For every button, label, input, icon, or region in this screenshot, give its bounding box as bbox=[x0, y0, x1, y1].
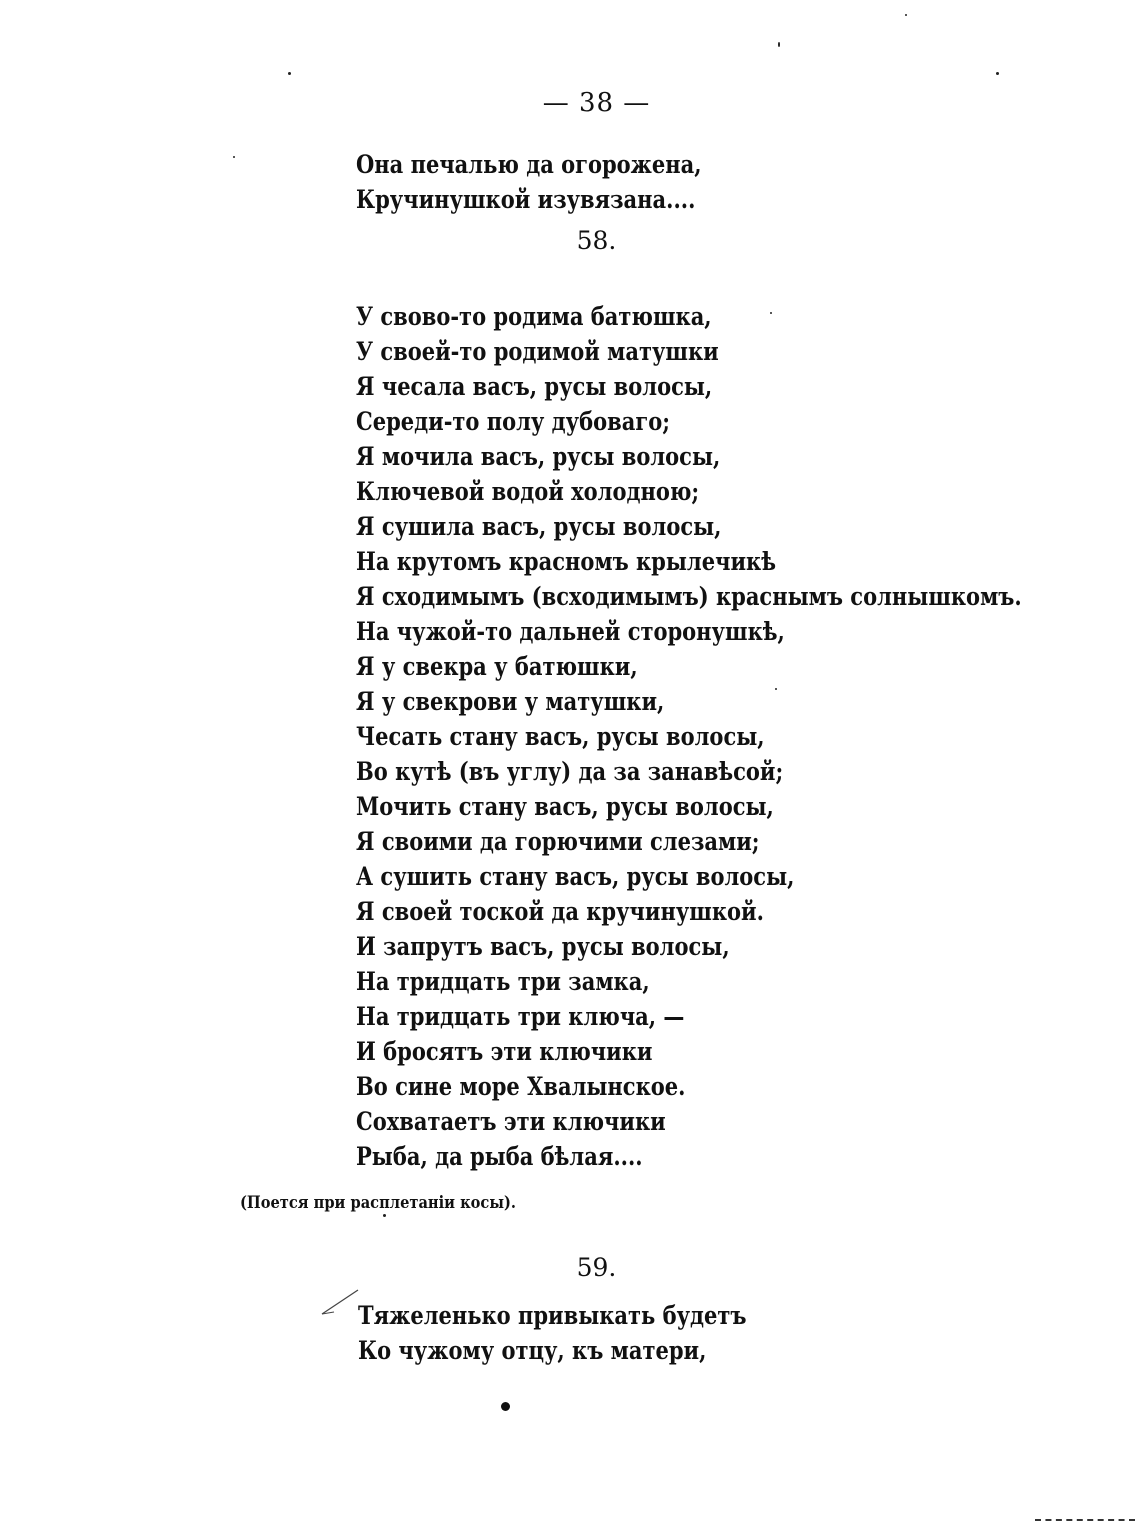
verse-line: Я мочила васъ, русы волосы, bbox=[356, 442, 721, 471]
song-58-stanza bbox=[356, 299, 1140, 1174]
verse-line: А сушить стану васъ, русы волосы, bbox=[356, 862, 795, 891]
verse-line: Я у свекра у батюшки, bbox=[356, 652, 638, 681]
verse-line: Мочить стану васъ, русы волосы, bbox=[356, 792, 774, 821]
verse-line: Рыба, да рыба бѣлая.... bbox=[356, 1142, 643, 1171]
verse-line: И бросятъ эти ключики bbox=[356, 1037, 653, 1066]
verse-line: Ко чужому отцу, къ матери, bbox=[358, 1336, 707, 1365]
song-number: 58. bbox=[576, 226, 617, 255]
ink-speck bbox=[383, 1214, 386, 1217]
verse-line: На крутомъ красномъ крылечикѣ bbox=[356, 547, 776, 576]
song-number: 59. bbox=[576, 1253, 617, 1282]
verse-line: Я сушила васъ, русы волосы, bbox=[356, 512, 722, 541]
ink-speck bbox=[288, 72, 291, 75]
ink-speck bbox=[905, 14, 907, 16]
verse-line: Тяжеленько привыкать будетъ bbox=[358, 1301, 747, 1330]
verse-line: Я сходимымъ (всходимымъ) краснымъ солнышкомъ. bbox=[356, 582, 1022, 611]
page-number: — 38 — bbox=[542, 88, 651, 118]
verse-line: Кручинушкой изувязана.... bbox=[356, 185, 696, 214]
verse-line: Я своими да горючими слезами; bbox=[356, 827, 760, 856]
ink-speck bbox=[996, 72, 999, 75]
verse-line: На чужой-то дальней сторонушкѣ, bbox=[356, 617, 785, 646]
verse-line: Ключевой водой холодною; bbox=[356, 477, 700, 506]
ink-speck bbox=[770, 312, 772, 314]
verse-line: Она печалью да огорожена, bbox=[356, 150, 702, 179]
verse-line: Я своей тоской да кручинушкой. bbox=[356, 897, 764, 926]
ink-speck bbox=[775, 688, 777, 690]
verse-line: На тридцать три замка, bbox=[356, 967, 650, 996]
verse-line: У свово-то родима батюшка, bbox=[356, 302, 712, 331]
verse-line: И запрутъ васъ, русы волосы, bbox=[356, 932, 730, 961]
verse-line: Во кутѣ (въ углу) да за занавѣсой; bbox=[356, 757, 784, 786]
song-59-stanza bbox=[358, 1298, 821, 1368]
verse-line: Чесать стану васъ, русы волосы, bbox=[356, 722, 765, 751]
scan-edge-mark bbox=[1035, 1519, 1135, 1523]
verse-line: Во сине море Хвалынское. bbox=[356, 1072, 686, 1101]
fragment-stanza bbox=[356, 147, 767, 217]
pencil-stroke-mark bbox=[320, 1288, 360, 1318]
ink-speck bbox=[778, 42, 780, 47]
verse-line: На тридцать три ключа, — bbox=[356, 1002, 685, 1031]
verse-line: Сохватаетъ эти ключики bbox=[356, 1107, 666, 1136]
verse-line: Я чесала васъ, русы волосы, bbox=[356, 372, 713, 401]
verse-line: Середи-то полу дубоваго; bbox=[356, 407, 670, 436]
performance-note: (Поется при расплетаніи косы). bbox=[240, 1193, 516, 1213]
verse-line: У своей-то родимой матушки bbox=[356, 337, 719, 366]
verse-line: Я у свекрови у матушки, bbox=[356, 687, 665, 716]
ink-speck bbox=[233, 156, 235, 158]
ink-dot bbox=[501, 1402, 510, 1411]
